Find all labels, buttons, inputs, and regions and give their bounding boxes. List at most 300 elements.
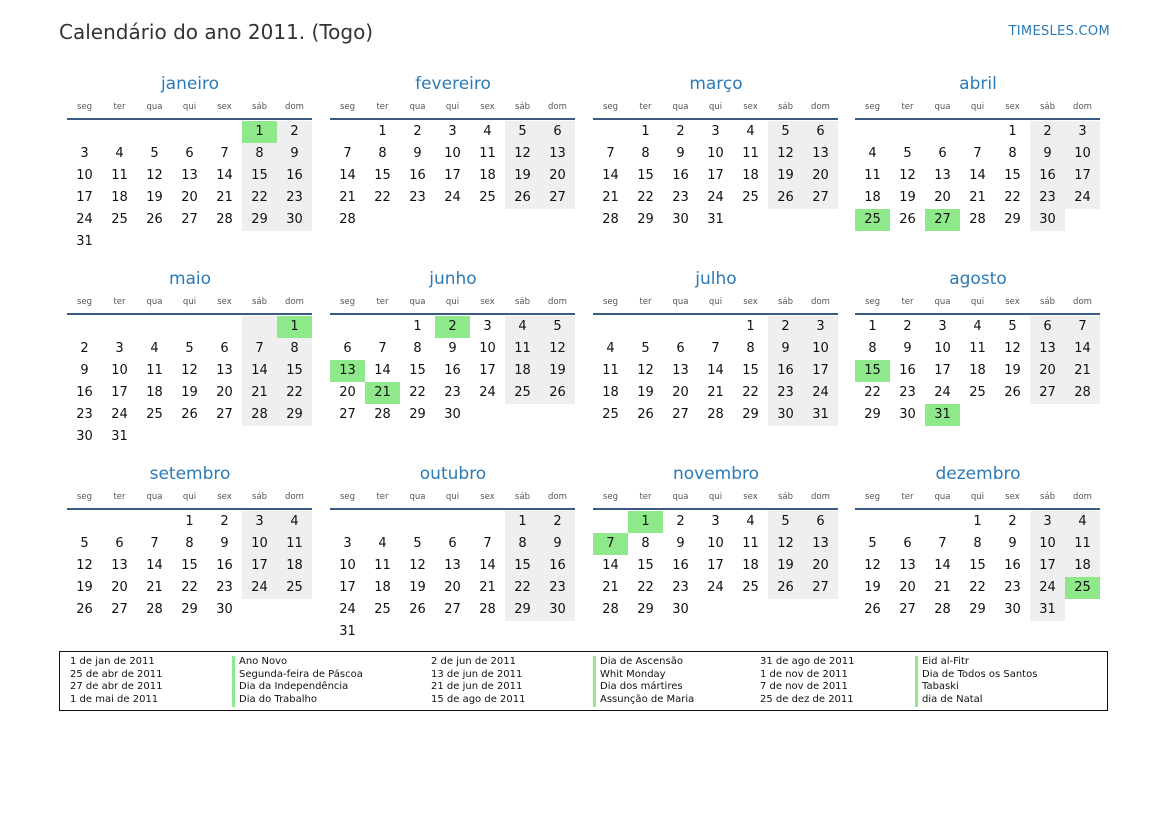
- day-cell: 5: [150, 146, 159, 161]
- day-cell: 16: [277, 165, 312, 187]
- holiday-day-cell: 7: [593, 533, 628, 555]
- month-setembro: [67, 463, 313, 621]
- days-grid: [67, 511, 313, 621]
- weekday-label: seg: [339, 297, 356, 307]
- weekday-header: [593, 295, 839, 309]
- month-name: julho: [695, 269, 737, 289]
- day-cell: 19: [864, 580, 881, 595]
- day-cell: 28: [602, 212, 619, 227]
- days-grid: [593, 511, 839, 621]
- days-grid: [855, 316, 1101, 426]
- empty-cell: [137, 511, 172, 533]
- day-cell: 22: [742, 385, 759, 400]
- weekday-header: [855, 295, 1101, 309]
- day-cell: 24: [1065, 187, 1100, 209]
- day-cell: 2: [220, 514, 229, 529]
- legend-date: 1 de jan de 2011: [70, 656, 155, 667]
- day-cell: 25: [742, 190, 759, 205]
- day-cell: 7: [343, 146, 352, 161]
- day-cell: 2: [1030, 121, 1065, 143]
- day-cell: 14: [339, 168, 356, 183]
- day-cell: 28: [934, 602, 951, 617]
- weekday-label: qui: [708, 492, 723, 502]
- day-cell: 16: [672, 168, 689, 183]
- legend-date: 2 de jun de 2011: [431, 656, 516, 667]
- day-cell: 2: [413, 124, 422, 139]
- legend-names: [915, 656, 1037, 707]
- weekday-label: qui: [970, 492, 985, 502]
- day-cell: 18: [742, 558, 759, 573]
- day-cell: 3: [1065, 121, 1100, 143]
- day-cell: 6: [115, 536, 124, 551]
- empty-cell: [855, 121, 890, 143]
- day-cell: 11: [111, 168, 128, 183]
- day-cell: 22: [181, 580, 198, 595]
- day-cell: 5: [868, 536, 877, 551]
- day-cell: 11: [146, 363, 163, 378]
- empty-cell: [593, 511, 628, 533]
- empty-cell: [242, 316, 277, 338]
- day-cell: 8: [746, 341, 755, 356]
- day-cell: 8: [641, 536, 650, 551]
- day-cell: 7: [1065, 316, 1100, 338]
- weekday-label: sex: [217, 297, 232, 307]
- header-rule: [330, 508, 575, 510]
- day-cell: 4: [973, 319, 982, 334]
- day-cell: 15: [969, 558, 986, 573]
- empty-cell: [102, 511, 137, 533]
- day-cell: 9: [448, 341, 457, 356]
- day-cell: 17: [803, 360, 838, 382]
- day-cell: 20: [540, 165, 575, 187]
- weekday-label: dom: [1073, 297, 1092, 307]
- day-cell: 22: [1004, 190, 1021, 205]
- day-cell: 25: [479, 190, 496, 205]
- weekday-label: dom: [811, 102, 830, 112]
- day-cell: 27: [899, 602, 916, 617]
- day-cell: 18: [969, 363, 986, 378]
- day-cell: 28: [339, 212, 356, 227]
- day-cell: 1: [1008, 124, 1017, 139]
- weekday-label: dom: [285, 297, 304, 307]
- empty-cell: [960, 121, 995, 143]
- day-cell: 22: [505, 577, 540, 599]
- day-cell: 12: [1004, 341, 1021, 356]
- legend-date: 21 de jun de 2011: [431, 681, 523, 693]
- day-cell: 20: [1030, 360, 1065, 382]
- weekday-label: seg: [76, 492, 93, 502]
- day-cell: 18: [864, 190, 881, 205]
- day-cell: 24: [111, 407, 128, 422]
- day-cell: 8: [413, 341, 422, 356]
- day-cell: 9: [80, 363, 89, 378]
- day-cell: 6: [540, 121, 575, 143]
- header-rule: [593, 508, 838, 510]
- day-cell: 12: [637, 363, 654, 378]
- day-cell: 28: [146, 602, 163, 617]
- legend-dates: [431, 656, 525, 707]
- empty-cell: [207, 316, 242, 338]
- day-cell: 24: [242, 577, 277, 599]
- day-cell: 10: [76, 168, 93, 183]
- day-cell: 2: [676, 124, 685, 139]
- weekday-label: sáb: [1039, 492, 1056, 502]
- day-cell: 9: [676, 146, 685, 161]
- day-cell: 14: [479, 558, 496, 573]
- day-cell: 23: [409, 190, 426, 205]
- weekday-label: ter: [376, 102, 389, 112]
- day-cell: 28: [1065, 382, 1100, 404]
- day-cell: 18: [111, 190, 128, 205]
- day-cell: 3: [448, 124, 457, 139]
- legend-holiday-name: Whit Monday: [600, 668, 666, 680]
- day-cell: 29: [1004, 212, 1021, 227]
- weekday-header: [67, 490, 313, 504]
- month-julho: [593, 268, 839, 426]
- day-cell: 29: [969, 602, 986, 617]
- day-cell: 15: [505, 555, 540, 577]
- day-cell: 28: [242, 404, 277, 426]
- day-cell: 27: [803, 577, 838, 599]
- day-cell: 15: [181, 558, 198, 573]
- day-cell: 13: [181, 168, 198, 183]
- day-cell: 24: [76, 212, 93, 227]
- weekday-label: sáb: [777, 297, 794, 307]
- day-cell: 4: [483, 124, 492, 139]
- day-cell: 11: [505, 338, 540, 360]
- day-cell: 5: [903, 146, 912, 161]
- day-cell: 1: [746, 319, 755, 334]
- weekday-label: qua: [146, 102, 163, 112]
- holiday-day-cell: 21: [365, 382, 400, 404]
- day-cell: 28: [969, 212, 986, 227]
- legend-dates: [760, 656, 854, 707]
- day-cell: 30: [277, 209, 312, 231]
- day-cell: 28: [216, 212, 233, 227]
- day-cell: 30: [1030, 209, 1065, 231]
- day-cell: 23: [672, 580, 689, 595]
- day-cell: 21: [242, 382, 277, 404]
- month-name: maio: [168, 269, 212, 289]
- day-cell: 7: [711, 341, 720, 356]
- legend-holiday-name: Eid al-Fitr: [922, 656, 969, 667]
- day-cell: 18: [277, 555, 312, 577]
- weekday-label: seg: [602, 297, 619, 307]
- day-cell: 26: [637, 407, 654, 422]
- day-cell: 29: [742, 407, 759, 422]
- day-cell: 20: [672, 385, 689, 400]
- day-cell: 24: [1030, 577, 1065, 599]
- day-cell: 23: [444, 385, 461, 400]
- day-cell: 24: [707, 190, 724, 205]
- day-cell: 6: [220, 341, 229, 356]
- day-cell: 31: [111, 429, 128, 444]
- day-cell: 24: [934, 385, 951, 400]
- day-cell: 22: [637, 190, 654, 205]
- day-cell: 5: [768, 121, 803, 143]
- weekday-label: seg: [339, 102, 356, 112]
- day-cell: 27: [216, 407, 233, 422]
- site-link[interactable]: TIMESLES.COM: [1008, 24, 1110, 39]
- weekday-label: sáb: [777, 102, 794, 112]
- day-cell: 19: [76, 580, 93, 595]
- day-cell: 1: [641, 124, 650, 139]
- weekday-header: [67, 100, 313, 114]
- day-cell: 3: [803, 316, 838, 338]
- legend-date: 31 de ago de 2011: [760, 656, 855, 667]
- month-name: dezembro: [935, 464, 1021, 484]
- day-cell: 10: [934, 341, 951, 356]
- day-cell: 23: [1030, 187, 1065, 209]
- weekday-label: sex: [217, 492, 232, 502]
- empty-cell: [102, 121, 137, 143]
- day-cell: 12: [146, 168, 163, 183]
- day-cell: 12: [540, 338, 575, 360]
- day-cell: 21: [602, 580, 619, 595]
- day-cell: 8: [973, 536, 982, 551]
- day-cell: 17: [111, 385, 128, 400]
- day-cell: 22: [637, 580, 654, 595]
- day-cell: 28: [602, 602, 619, 617]
- empty-cell: [628, 316, 663, 338]
- day-cell: 14: [216, 168, 233, 183]
- holiday-day-cell: 1: [277, 316, 312, 338]
- empty-cell: [890, 511, 925, 533]
- empty-cell: [330, 511, 365, 533]
- day-cell: 4: [868, 146, 877, 161]
- day-cell: 16: [1004, 558, 1021, 573]
- day-cell: 1: [413, 319, 422, 334]
- weekday-label: sáb: [251, 297, 268, 307]
- day-cell: 4: [1065, 511, 1100, 533]
- legend-date: 27 de abr de 2011: [70, 681, 163, 693]
- weekday-label: sex: [1005, 492, 1020, 502]
- day-cell: 7: [378, 341, 387, 356]
- day-cell: 26: [768, 187, 803, 209]
- header-rule: [855, 508, 1100, 510]
- legend-holiday-name: Dia de Ascensão: [600, 656, 683, 667]
- day-cell: 5: [768, 511, 803, 533]
- day-cell: 21: [1065, 360, 1100, 382]
- day-cell: 25: [505, 382, 540, 404]
- weekday-label: ter: [113, 102, 126, 112]
- day-cell: 19: [637, 385, 654, 400]
- month-name: setembro: [149, 464, 231, 484]
- day-cell: 17: [339, 580, 356, 595]
- day-cell: 3: [115, 341, 124, 356]
- weekday-label: seg: [602, 492, 619, 502]
- day-cell: 14: [1065, 338, 1100, 360]
- day-cell: 11: [277, 533, 312, 555]
- day-cell: 23: [768, 382, 803, 404]
- day-cell: 9: [413, 146, 422, 161]
- day-cell: 4: [746, 514, 755, 529]
- weekday-label: qui: [708, 102, 723, 112]
- page-title: Calendário do ano 2011. (Togo): [59, 20, 374, 44]
- day-cell: 20: [111, 580, 128, 595]
- days-grid: [67, 316, 313, 448]
- day-cell: 2: [676, 514, 685, 529]
- day-cell: 27: [540, 187, 575, 209]
- day-cell: 8: [505, 533, 540, 555]
- day-cell: 22: [409, 385, 426, 400]
- weekday-label: dom: [811, 492, 830, 502]
- header-rule: [67, 118, 312, 120]
- weekday-label: sáb: [1039, 297, 1056, 307]
- day-cell: 23: [76, 407, 93, 422]
- day-cell: 12: [181, 363, 198, 378]
- weekday-label: seg: [76, 102, 93, 112]
- weekday-label: qua: [409, 297, 426, 307]
- month-name: fevereiro: [415, 74, 491, 94]
- empty-cell: [593, 121, 628, 143]
- day-cell: 16: [899, 363, 916, 378]
- day-cell: 25: [969, 385, 986, 400]
- day-cell: 9: [1008, 536, 1017, 551]
- day-cell: 26: [899, 212, 916, 227]
- day-cell: 21: [146, 580, 163, 595]
- day-cell: 4: [505, 316, 540, 338]
- day-cell: 29: [242, 209, 277, 231]
- day-cell: 23: [672, 190, 689, 205]
- weekday-label: sáb: [251, 102, 268, 112]
- day-cell: 15: [242, 165, 277, 187]
- day-cell: 22: [277, 382, 312, 404]
- weekday-label: qua: [409, 492, 426, 502]
- day-cell: 13: [1030, 338, 1065, 360]
- day-cell: 19: [409, 580, 426, 595]
- legend-names: [232, 656, 363, 707]
- day-cell: 4: [277, 511, 312, 533]
- day-cell: 29: [181, 602, 198, 617]
- month-name: janeiro: [160, 74, 220, 94]
- day-cell: 5: [641, 341, 650, 356]
- day-cell: 25: [742, 580, 759, 595]
- weekday-label: sex: [480, 297, 495, 307]
- day-cell: 29: [409, 407, 426, 422]
- weekday-label: dom: [285, 492, 304, 502]
- day-cell: 8: [1008, 146, 1017, 161]
- day-cell: 30: [1004, 602, 1021, 617]
- day-cell: 17: [707, 558, 724, 573]
- legend-date: 1 de nov de 2011: [760, 668, 848, 680]
- day-cell: 15: [409, 363, 426, 378]
- day-cell: 10: [707, 536, 724, 551]
- day-cell: 28: [374, 407, 391, 422]
- header-rule: [855, 313, 1100, 315]
- day-cell: 17: [444, 168, 461, 183]
- day-cell: 3: [711, 514, 720, 529]
- day-cell: 19: [505, 165, 540, 187]
- day-cell: 16: [768, 360, 803, 382]
- day-cell: 30: [216, 602, 233, 617]
- weekday-label: qua: [672, 492, 689, 502]
- month-agosto: [855, 268, 1101, 426]
- day-cell: 13: [672, 363, 689, 378]
- legend-date: 1 de mai de 2011: [70, 694, 159, 706]
- day-cell: 21: [969, 190, 986, 205]
- legend-date: 15 de ago de 2011: [431, 694, 526, 706]
- empty-cell: [400, 511, 435, 533]
- day-cell: 24: [707, 580, 724, 595]
- day-cell: 27: [181, 212, 198, 227]
- weekday-label: sáb: [514, 297, 531, 307]
- day-cell: 14: [602, 168, 619, 183]
- day-cell: 30: [672, 602, 689, 617]
- day-cell: 4: [746, 124, 755, 139]
- empty-cell: [365, 511, 400, 533]
- empty-cell: [925, 511, 960, 533]
- legend-holiday-name: Dia do Trabalho: [239, 694, 318, 706]
- day-cell: 15: [742, 363, 759, 378]
- day-cell: 8: [868, 341, 877, 356]
- weekday-label: sáb: [251, 492, 268, 502]
- holiday-legend: [59, 651, 1108, 711]
- weekday-header: [330, 490, 576, 504]
- empty-cell: [330, 121, 365, 143]
- day-cell: 19: [146, 190, 163, 205]
- day-cell: 25: [374, 602, 391, 617]
- empty-cell: [365, 316, 400, 338]
- empty-cell: [137, 316, 172, 338]
- day-cell: 6: [185, 146, 194, 161]
- day-cell: 18: [374, 580, 391, 595]
- weekday-label: dom: [1073, 492, 1092, 502]
- month-outubro: [330, 463, 576, 643]
- weekday-label: seg: [76, 297, 93, 307]
- day-cell: 1: [868, 319, 877, 334]
- day-cell: 2: [903, 319, 912, 334]
- day-cell: 21: [707, 385, 724, 400]
- day-cell: 2: [540, 511, 575, 533]
- weekday-label: ter: [639, 297, 652, 307]
- day-cell: 26: [864, 602, 881, 617]
- day-cell: 21: [602, 190, 619, 205]
- day-cell: 6: [676, 341, 685, 356]
- weekday-label: ter: [901, 297, 914, 307]
- weekday-label: qui: [970, 102, 985, 112]
- day-cell: 3: [242, 511, 277, 533]
- day-cell: 8: [185, 536, 194, 551]
- day-cell: 17: [1030, 555, 1065, 577]
- day-cell: 16: [1030, 165, 1065, 187]
- day-cell: 25: [602, 407, 619, 422]
- day-cell: 30: [672, 212, 689, 227]
- weekday-label: sex: [1005, 297, 1020, 307]
- legend-date: 25 de abr de 2011: [70, 668, 163, 680]
- day-cell: 14: [969, 168, 986, 183]
- days-grid: [855, 511, 1101, 621]
- day-cell: 10: [1065, 143, 1100, 165]
- legend-holiday-name: Ano Novo: [239, 656, 288, 667]
- day-cell: 6: [938, 146, 947, 161]
- day-cell: 2: [1008, 514, 1017, 529]
- day-cell: 16: [540, 555, 575, 577]
- weekday-label: ter: [639, 102, 652, 112]
- empty-cell: [207, 121, 242, 143]
- day-cell: 15: [1004, 168, 1021, 183]
- day-cell: 20: [181, 190, 198, 205]
- day-cell: 3: [711, 124, 720, 139]
- weekday-label: sex: [743, 297, 758, 307]
- day-cell: 9: [676, 536, 685, 551]
- weekday-label: seg: [864, 297, 881, 307]
- day-cell: 25: [111, 212, 128, 227]
- legend-holiday-name: dia de Natal: [922, 694, 983, 706]
- day-cell: 15: [637, 558, 654, 573]
- day-cell: 7: [606, 146, 615, 161]
- weekday-label: qui: [970, 297, 985, 307]
